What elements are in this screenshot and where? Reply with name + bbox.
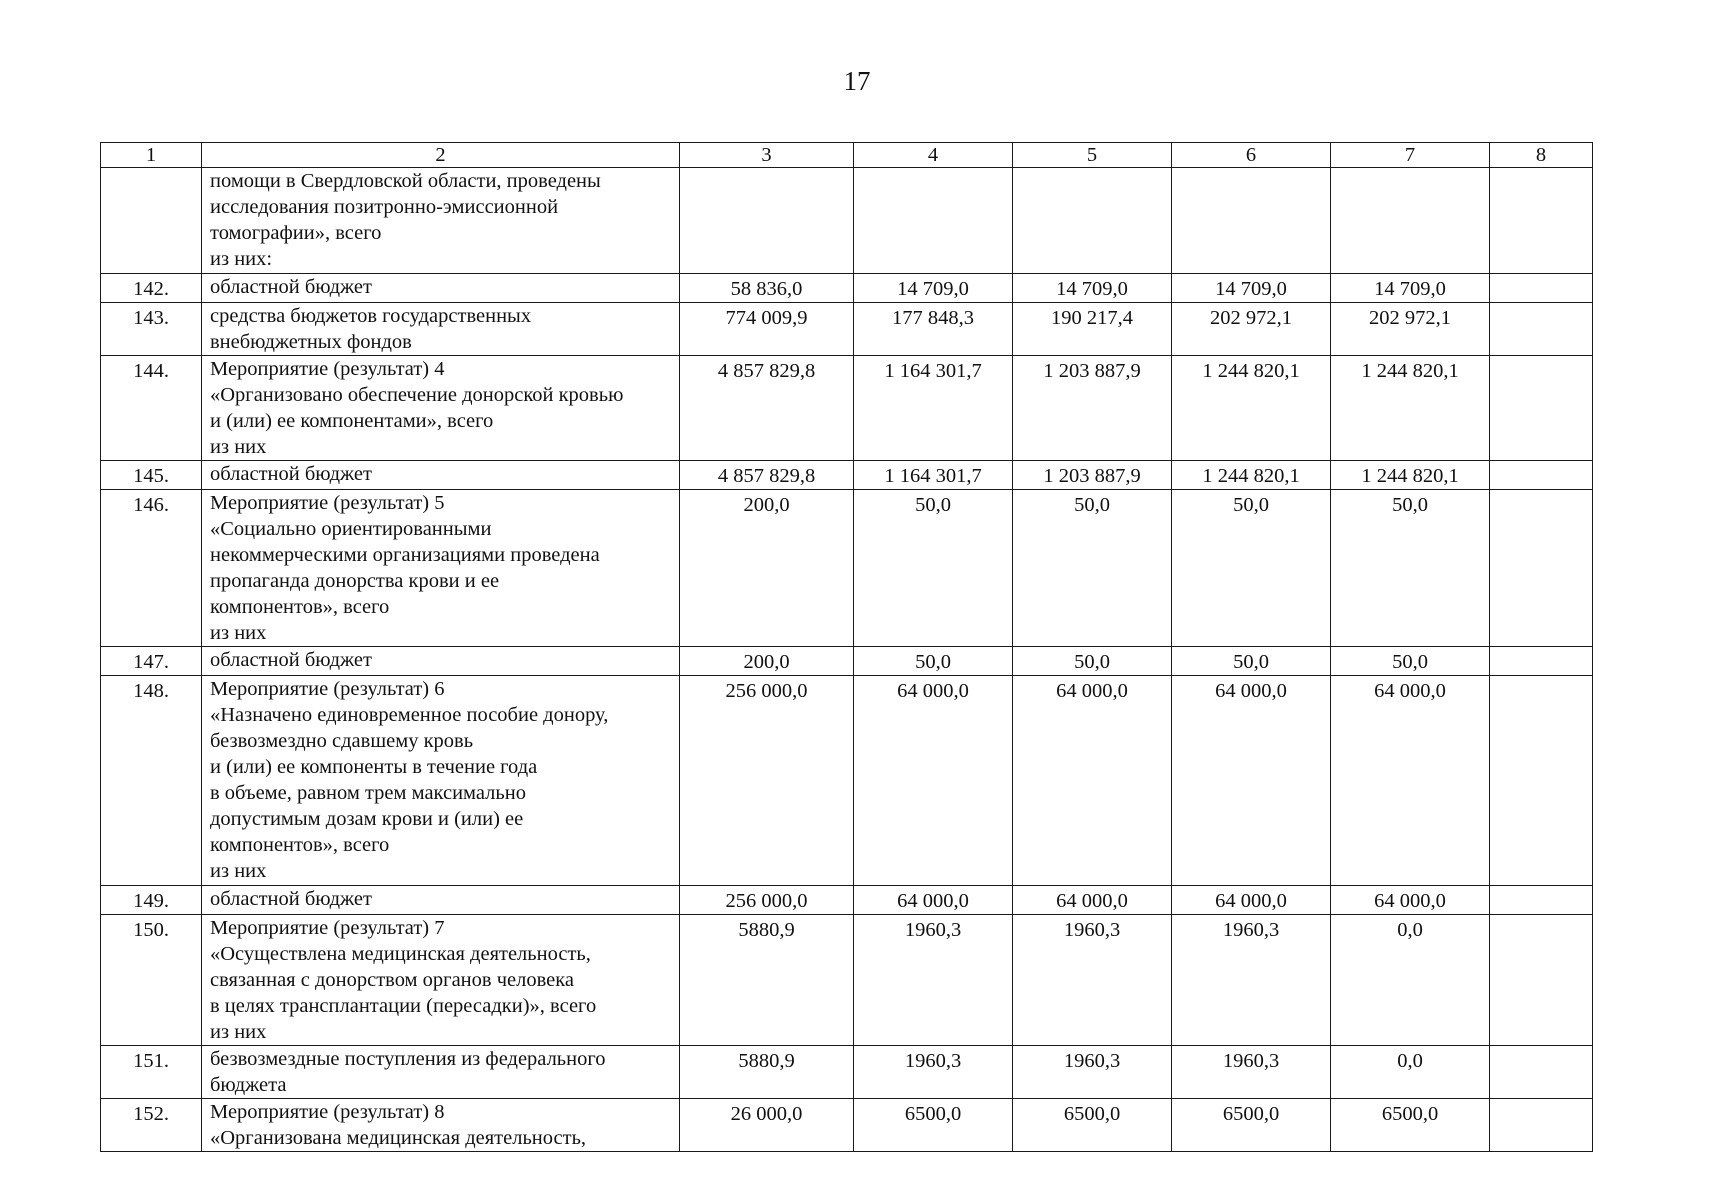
row-number: 149. [101, 886, 202, 915]
value-col-3: 5880,9 [680, 915, 854, 1046]
value-col-5: 64 000,0 [1013, 886, 1172, 915]
value-col-7: 0,0 [1331, 1046, 1490, 1099]
row-description: Мероприятие (результат) 5 «Социально ориентированными некоммерческими организациями проведена пропаганда донорства крови и ее компонентов», всего из них [202, 490, 680, 647]
value-col-5: 190 217,4 [1013, 303, 1172, 356]
value-col-8 [1490, 303, 1593, 356]
row-description: средства бюджетов государственных внебюджетных фондов [202, 303, 680, 356]
value-col-3: 200,0 [680, 647, 854, 676]
value-col-6: 14 709,0 [1172, 274, 1331, 303]
row-number: 148. [101, 676, 202, 886]
column-header-1: 1 [101, 143, 202, 168]
table-row [101, 915, 1593, 1046]
value-col-7: 202 972,1 [1331, 303, 1490, 356]
value-col-6: 64 000,0 [1172, 676, 1331, 886]
value-col-6: 1960,3 [1172, 1046, 1331, 1099]
value-col-7: 50,0 [1331, 490, 1490, 647]
value-col-8 [1490, 915, 1593, 1046]
row-number: 142. [101, 274, 202, 303]
table-row [101, 676, 1593, 886]
row-description: Мероприятие (результат) 8 «Организована медицинская деятельность, [202, 1099, 680, 1152]
value-col-4: 1 164 301,7 [854, 461, 1013, 490]
value-col-3: 256 000,0 [680, 676, 854, 886]
column-header-2: 2 [202, 143, 680, 168]
row-description: безвозмездные поступления из федерального бюджета [202, 1046, 680, 1099]
value-col-6: 202 972,1 [1172, 303, 1331, 356]
value-col-3: 4 857 829,8 [680, 356, 854, 461]
value-col-8 [1490, 461, 1593, 490]
row-number: 151. [101, 1046, 202, 1099]
value-col-4: 177 848,3 [854, 303, 1013, 356]
column-header-3: 3 [680, 143, 854, 168]
value-col-7: 0,0 [1331, 915, 1490, 1046]
row-number: 150. [101, 915, 202, 1046]
row-description: областной бюджет [202, 461, 680, 490]
table-row [101, 886, 1593, 915]
value-col-3 [680, 168, 854, 274]
value-col-5: 1 203 887,9 [1013, 461, 1172, 490]
row-description: областной бюджет [202, 274, 680, 303]
value-col-7: 6500,0 [1331, 1099, 1490, 1152]
row-description: Мероприятие (результат) 7 «Осуществлена медицинская деятельность, связанная с донорством органов человека в целях трансплантации (пересадки)», всего из них [202, 915, 680, 1046]
value-col-6: 1 244 820,1 [1172, 461, 1331, 490]
value-col-5: 14 709,0 [1013, 274, 1172, 303]
row-description: областной бюджет [202, 886, 680, 915]
value-col-7: 14 709,0 [1331, 274, 1490, 303]
table-row [101, 490, 1593, 647]
value-col-7: 1 244 820,1 [1331, 461, 1490, 490]
table-body [101, 143, 1593, 1152]
value-col-5: 50,0 [1013, 490, 1172, 647]
table-row [101, 1099, 1593, 1152]
table-row [101, 1046, 1593, 1099]
row-number: 144. [101, 356, 202, 461]
row-description: помощи в Свердловской области, проведены исследования позитронно-эмиссионной томографии», всего из них: [202, 168, 680, 274]
value-col-7 [1331, 168, 1490, 274]
value-col-6: 1960,3 [1172, 915, 1331, 1046]
value-col-4: 50,0 [854, 490, 1013, 647]
page-number: 17 [843, 66, 871, 96]
value-col-5: 64 000,0 [1013, 676, 1172, 886]
budget-table [100, 142, 1593, 1152]
table-row [101, 168, 1593, 274]
value-col-7: 64 000,0 [1331, 676, 1490, 886]
value-col-3: 26 000,0 [680, 1099, 854, 1152]
value-col-3: 4 857 829,8 [680, 461, 854, 490]
value-col-4: 6500,0 [854, 1099, 1013, 1152]
value-col-4: 1960,3 [854, 915, 1013, 1046]
column-header-6: 6 [1172, 143, 1331, 168]
value-col-8 [1490, 274, 1593, 303]
row-description: областной бюджет [202, 647, 680, 676]
table-row [101, 303, 1593, 356]
value-col-8 [1490, 886, 1593, 915]
value-col-8 [1490, 356, 1593, 461]
value-col-7: 1 244 820,1 [1331, 356, 1490, 461]
value-col-8 [1490, 490, 1593, 647]
row-description: Мероприятие (результат) 4 «Организовано обеспечение донорской кровью и (или) ее компонентами», всего из них [202, 356, 680, 461]
value-col-8 [1490, 676, 1593, 886]
value-col-5: 50,0 [1013, 647, 1172, 676]
value-col-5: 1960,3 [1013, 1046, 1172, 1099]
value-col-5: 6500,0 [1013, 1099, 1172, 1152]
value-col-4: 64 000,0 [854, 886, 1013, 915]
row-description: Мероприятие (результат) 6 «Назначено единовременное пособие донору, безвозмездно сдавшему кровь и (или) ее компоненты в течение года в объеме, равном трем максимально допустимым дозам крови и (или) ее компонентов», всего из них [202, 676, 680, 886]
value-col-3: 5880,9 [680, 1046, 854, 1099]
row-number [101, 168, 202, 274]
value-col-8 [1490, 168, 1593, 274]
table-row [101, 647, 1593, 676]
table-row [101, 461, 1593, 490]
column-header-5: 5 [1013, 143, 1172, 168]
value-col-5: 1960,3 [1013, 915, 1172, 1046]
value-col-7: 64 000,0 [1331, 886, 1490, 915]
value-col-6: 64 000,0 [1172, 886, 1331, 915]
value-col-6 [1172, 168, 1331, 274]
value-col-4: 1960,3 [854, 1046, 1013, 1099]
table-row [101, 356, 1593, 461]
row-number: 147. [101, 647, 202, 676]
column-header-4: 4 [854, 143, 1013, 168]
value-col-3: 58 836,0 [680, 274, 854, 303]
row-number: 145. [101, 461, 202, 490]
value-col-3: 200,0 [680, 490, 854, 647]
value-col-4 [854, 168, 1013, 274]
value-col-6: 6500,0 [1172, 1099, 1331, 1152]
value-col-4: 50,0 [854, 647, 1013, 676]
value-col-4: 64 000,0 [854, 676, 1013, 886]
value-col-3: 774 009,9 [680, 303, 854, 356]
row-number: 152. [101, 1099, 202, 1152]
value-col-7: 50,0 [1331, 647, 1490, 676]
value-col-6: 1 244 820,1 [1172, 356, 1331, 461]
value-col-5: 1 203 887,9 [1013, 356, 1172, 461]
value-col-6: 50,0 [1172, 490, 1331, 647]
value-col-4: 1 164 301,7 [854, 356, 1013, 461]
value-col-6: 50,0 [1172, 647, 1331, 676]
value-col-8 [1490, 1099, 1593, 1152]
column-header-8: 8 [1490, 143, 1593, 168]
value-col-8 [1490, 647, 1593, 676]
header-row [101, 143, 1593, 168]
value-col-3: 256 000,0 [680, 886, 854, 915]
row-number: 146. [101, 490, 202, 647]
column-header-7: 7 [1331, 143, 1490, 168]
value-col-4: 14 709,0 [854, 274, 1013, 303]
table-row [101, 274, 1593, 303]
value-col-5 [1013, 168, 1172, 274]
row-number: 143. [101, 303, 202, 356]
value-col-8 [1490, 1046, 1593, 1099]
